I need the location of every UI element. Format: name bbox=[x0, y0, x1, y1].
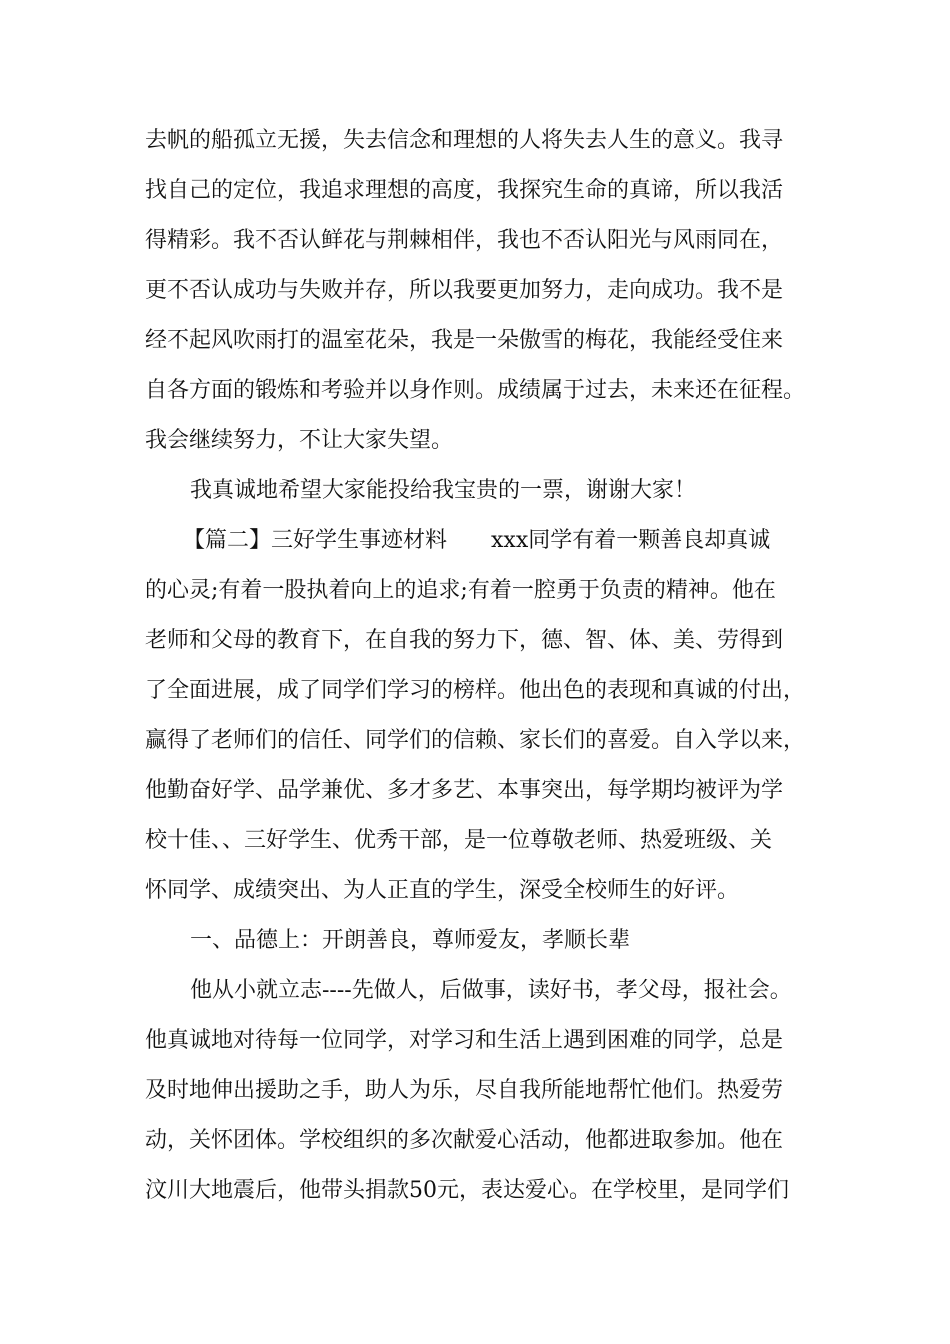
text-line: 怀同学、成绩突出、为人正直的学生，深受全校师生的好评。 bbox=[145, 878, 740, 903]
text-line: 经不起风吹雨打的温室花朵，我是一朵傲雪的梅花，我能经受住来 bbox=[145, 328, 784, 353]
text-line: 赢得了老师们的信任、同学们的信赖、家长们的喜爱。自入学以来， bbox=[145, 728, 806, 753]
text-line: 得精彩。我不否认鲜花与荆棘相伴，我也不否认阳光与风雨同在， bbox=[145, 228, 784, 253]
text-line: 自各方面的锻炼和考验并以身作则。成绩属于过去，未来还在征程。 bbox=[145, 378, 806, 403]
text-line: 校十佳、、三好学生、优秀干部，是一位尊敬老师、热爱班级、关 bbox=[145, 828, 773, 853]
text-line: 他真诚地对待每一位同学，对学习和生活上遇到困难的同学，总是 bbox=[145, 1028, 784, 1053]
text-line: 的心灵;有着一股执着向上的追求;有着一腔勇于负责的精神。他在 bbox=[145, 578, 776, 603]
subheading-line: 一、品德上：开朗善良，尊师爱友，孝顺长辈 bbox=[190, 928, 631, 953]
text-line: 我真诚地希望大家能投给我宝贵的一票，谢谢大家！ bbox=[190, 478, 697, 503]
text-line: 找自己的定位，我追求理想的高度，我探究生命的真谛，所以我活 bbox=[145, 178, 784, 203]
section-heading-line: 【篇二】三好学生事迹材料 xxx同学有着一颗善良却真诚 bbox=[183, 528, 771, 553]
text-line: 我会继续努力，不让大家失望。 bbox=[145, 428, 454, 453]
text-line: 他勤奋好学、品学兼优、多才多艺、本事突出，每学期均被评为学 bbox=[145, 778, 784, 803]
text-line: 他从小就立志----先做人，后做事，读好书，孝父母，报社会。 bbox=[190, 978, 792, 1003]
text-line: 及时地伸出援助之手，助人为乐，尽自我所能地帮忙他们。热爱劳 bbox=[145, 1078, 784, 1103]
text-line: 老师和父母的教育下，在自我的努力下，德、智、体、美、劳得到 bbox=[145, 628, 784, 653]
text-line: 去帆的船孤立无援，失去信念和理想的人将失去人生的意义。我寻 bbox=[145, 128, 784, 153]
text-line: 了全面进展，成了同学们学习的榜样。他出色的表现和真诚的付出， bbox=[145, 678, 806, 703]
text-line: 汶川大地震后，他带头捐款50元，表达爱心。在学校里，是同学们 bbox=[145, 1178, 789, 1203]
text-line: 更不否认成功与失败并存，所以我要更加努力，走向成功。我不是 bbox=[145, 278, 784, 303]
text-line: 动，关怀团体。学校组织的多次献爱心活动，他都进取参加。他在 bbox=[145, 1128, 784, 1153]
